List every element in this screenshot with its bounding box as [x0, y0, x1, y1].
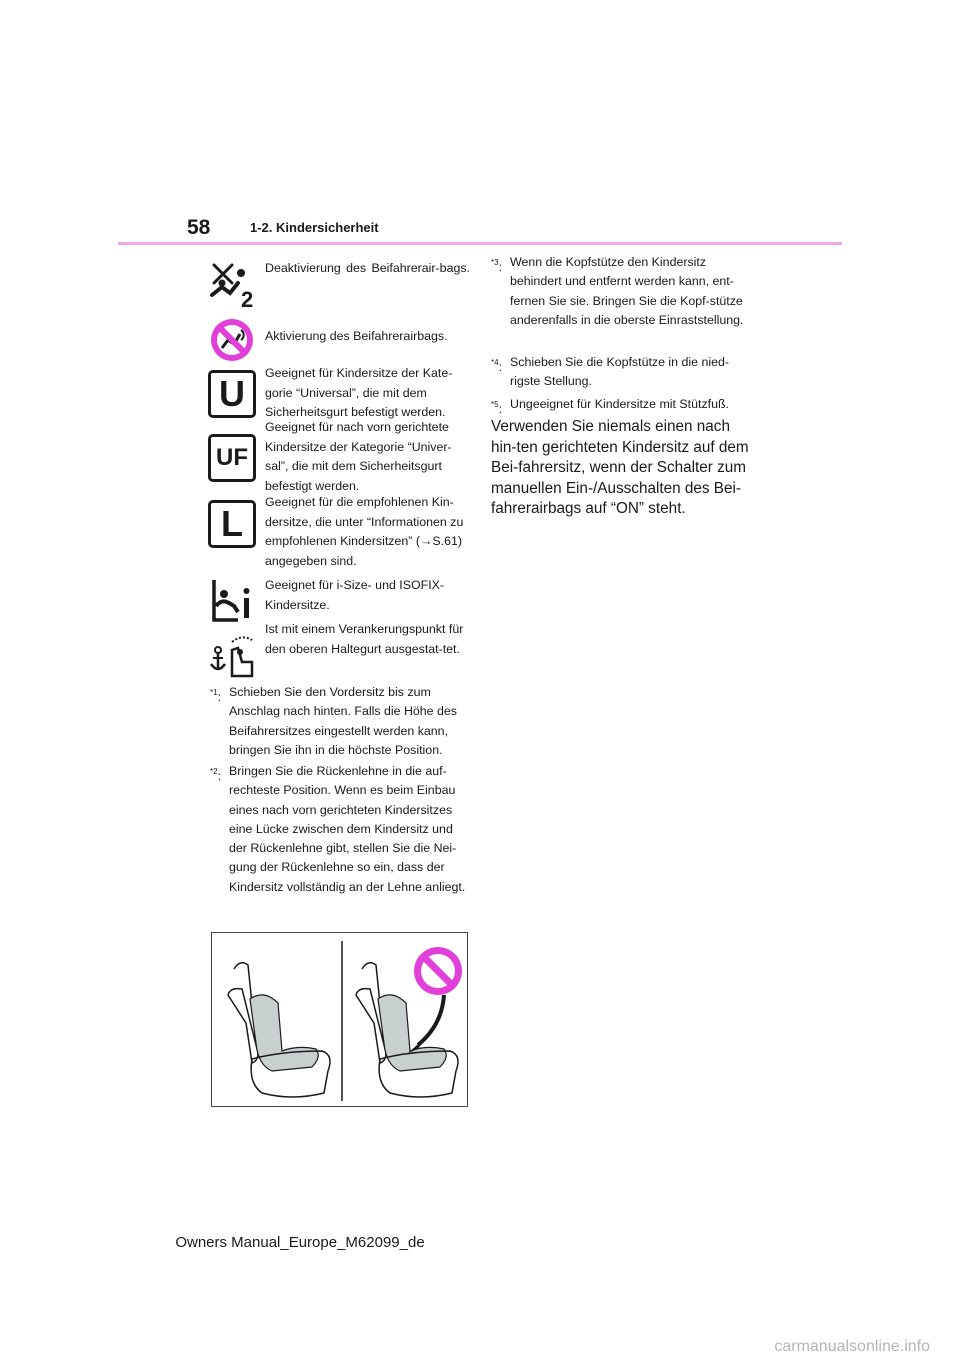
top-tether-anchor-icon [208, 632, 256, 680]
legend-text: Geeignet für Kindersitze der Kate-gorie “Universal”, die mit dem Sicherheitsgurt befestigt werden. [265, 366, 453, 419]
footer-document-id: Owners Manual_Europe_M62099_de [175, 1234, 425, 1251]
footnote-text: Schieben Sie den Vordersitz bis zum Anschlag nach hinten. Falls die Höhe des Beifahrersitzes eingestellt werden kann, bringen Sie ihn in die höchste Position. [229, 685, 457, 757]
footnote [491, 395, 755, 414]
legend-text: Geeignet für i-Size- und ISOFIX-Kindersitze. [265, 578, 445, 612]
legend-text: Deaktivierung des Beifahrerair-bags. [265, 261, 470, 275]
svg-text:2: 2 [241, 287, 254, 309]
footnote-marker: $^{*5}$: [491, 400, 503, 416]
passenger-airbag-deactivation-icon [208, 261, 256, 309]
footnote-marker: $^{*2}$: [210, 767, 222, 783]
section-title: 1-2. Kindersicherheit [250, 220, 379, 235]
footnote [491, 253, 755, 330]
legend-text: Ist mit einem Verankerungspunkt für den oberen Haltegurt ausgestat-tet. [265, 622, 464, 656]
passenger-airbag-activation-prohibited-icon [208, 316, 256, 364]
footnote [491, 353, 755, 392]
footnote-marker: $^{*1}$: [210, 688, 222, 704]
footnote-text: Ungeeignet für Kindersitze mit Stützfuß. [510, 397, 730, 411]
footnote-text: Bringen Sie die Rückenlehne in die auf-rechteste Position. Wenn es beim Einbau eines nach vorn gerichteten Kindersitzes eine Lücke zwischen dem Kindersitz und der Rückenlehne gibt, stellen Sie die Nei-gung der Rückenlehne so ein, dass der Kindersitz vollständig an der Lehne anliegt. [229, 764, 466, 894]
recommended-l-icon: L [208, 500, 256, 548]
watermark: carmanualsonline.info [774, 1338, 930, 1355]
footnote [210, 762, 472, 897]
legend-text: Geeignet für die empfohlenen Kin-dersitze, die unter “Informationen zu empfohlenen Kindersitzen” (→S.61) angegeben sind. [265, 495, 464, 568]
universal-u-icon: U [208, 370, 256, 418]
i-size-isofix-icon [208, 576, 256, 624]
footnote [210, 683, 472, 760]
legend-text: Geeignet für nach vorn gerichtete Kindersitze der Kategorie “Univer-sal”, die mit dem Sicherheitsgurt befestigt werden. [265, 420, 452, 493]
warning-paragraph: Verwenden Sie niemals einen nach hin-ten gerichteten Kindersitz auf dem Bei-fahrersitz, wenn der Schalter zum manuellen Ein-/Ausschalten des Bei-fahrerairbags auf “ON” steht. [491, 418, 749, 517]
footnote-marker: $^{*3}$: [491, 258, 503, 274]
footnote-text: Wenn die Kopfstütze den Kindersitz behindert und entfernt werden kann, ent-fernen Sie sie. Bringen Sie die Kopf-stütze anderenfalls in die oberste Einraststellung. [510, 255, 744, 327]
seat-adjustment-illustration [211, 932, 468, 1107]
footnote-marker: $^{*4}$: [491, 358, 503, 374]
seat-diagram [212, 933, 467, 1106]
header-divider [118, 242, 842, 245]
footnote-text: Schieben Sie die Kopfstütze in die nied-rigste Stellung. [510, 355, 730, 389]
legend-text: Aktivierung des Beifahrerairbags. [265, 329, 448, 343]
universal-forward-uf-icon: UF [208, 434, 256, 482]
page-number: 58 [187, 216, 211, 239]
